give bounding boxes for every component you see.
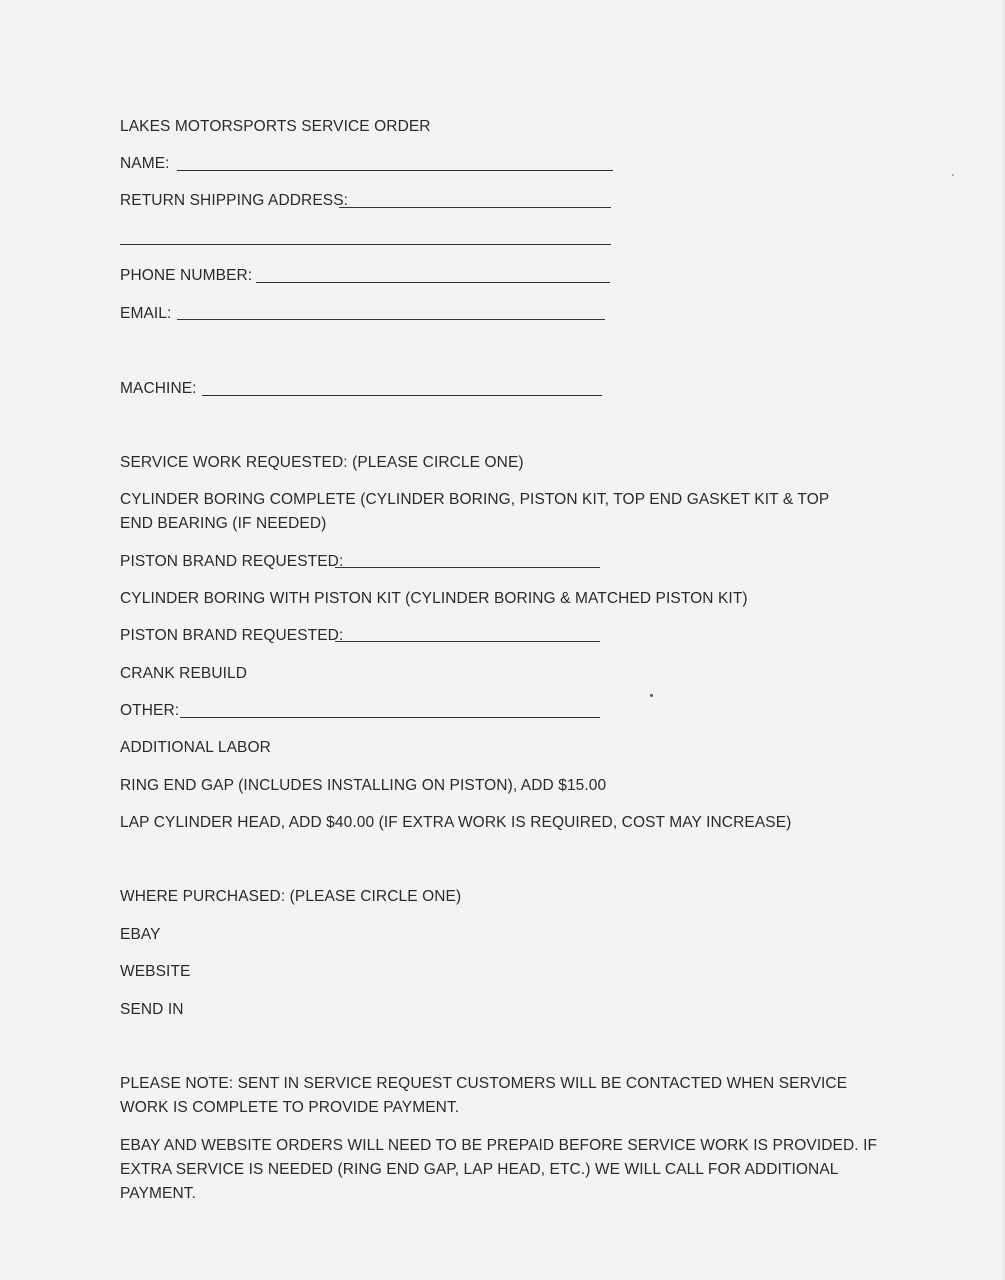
other-label: OTHER: xyxy=(120,702,180,719)
piston-brand-label-1: PISTON BRAND REQUESTED: xyxy=(120,553,344,570)
phone-field[interactable] xyxy=(256,282,610,283)
address-field-line-1[interactable] xyxy=(339,207,611,208)
machine-label: MACHINE: xyxy=(120,380,197,397)
name-field[interactable] xyxy=(177,170,613,171)
name-label: NAME: xyxy=(120,155,170,172)
payment-note-prepaid: EBAY AND WEBSITE ORDERS WILL NEED TO BE PREPAID BEFORE SERVICE WORK IS PROVIDED. IF EXTRA SERVICE IS NEEDED (RING END GAP, LAP HEAD, ETC.) WE WILL CALL FOR ADDITIONAL PAYMENT. xyxy=(120,1137,878,1202)
option-lap-cylinder-head[interactable]: LAP CYLINDER HEAD, ADD $40.00 (IF EXTRA WORK IS REQUIRED, COST MAY INCREASE) xyxy=(120,814,792,831)
machine-field[interactable] xyxy=(202,395,602,396)
option-ring-end-gap[interactable]: RING END GAP (INCLUDES INSTALLING ON PISTON), ADD $15.00 xyxy=(120,777,607,794)
other-field[interactable] xyxy=(180,717,600,718)
additional-labor-heading: ADDITIONAL LABOR xyxy=(120,739,271,756)
address-field-line-2[interactable] xyxy=(120,244,611,245)
purchase-option-send-in[interactable]: SEND IN xyxy=(120,1001,184,1018)
page-edge-shadow xyxy=(1001,0,1005,1280)
option-cylinder-boring-complete[interactable]: CYLINDER BORING COMPLETE (CYLINDER BORING, PISTON KIT, TOP END GASKET KIT & TOP END BEARING (IF NEEDED) xyxy=(120,491,830,532)
form-title: LAKES MOTORSPORTS SERVICE ORDER xyxy=(120,118,431,135)
scan-speck xyxy=(650,694,653,697)
phone-label: PHONE NUMBER: xyxy=(120,267,253,284)
option-cylinder-boring-piston-kit[interactable]: CYLINDER BORING WITH PISTON KIT (CYLINDER BORING & MATCHED PISTON KIT) xyxy=(120,590,748,607)
purchase-option-ebay[interactable]: EBAY xyxy=(120,926,161,943)
piston-brand-field-2[interactable] xyxy=(335,641,600,642)
payment-note-send-in: PLEASE NOTE: SENT IN SERVICE REQUEST CUSTOMERS WILL BE CONTACTED WHEN SERVICE WORK IS COMPLETE TO PROVIDE PAYMENT. xyxy=(120,1075,848,1116)
purchase-heading: WHERE PURCHASED: (PLEASE CIRCLE ONE) xyxy=(120,888,462,905)
purchase-option-website[interactable]: WEBSITE xyxy=(120,963,191,980)
service-heading: SERVICE WORK REQUESTED: (PLEASE CIRCLE ONE) xyxy=(120,454,524,471)
address-label: RETURN SHIPPING ADDRESS: xyxy=(120,192,349,209)
email-field[interactable] xyxy=(177,319,605,320)
piston-brand-field-1[interactable] xyxy=(335,567,600,568)
scan-speck xyxy=(952,174,954,176)
option-crank-rebuild[interactable]: CRANK REBUILD xyxy=(120,665,248,682)
piston-brand-label-2: PISTON BRAND REQUESTED: xyxy=(120,627,344,644)
email-label: EMAIL: xyxy=(120,305,172,322)
